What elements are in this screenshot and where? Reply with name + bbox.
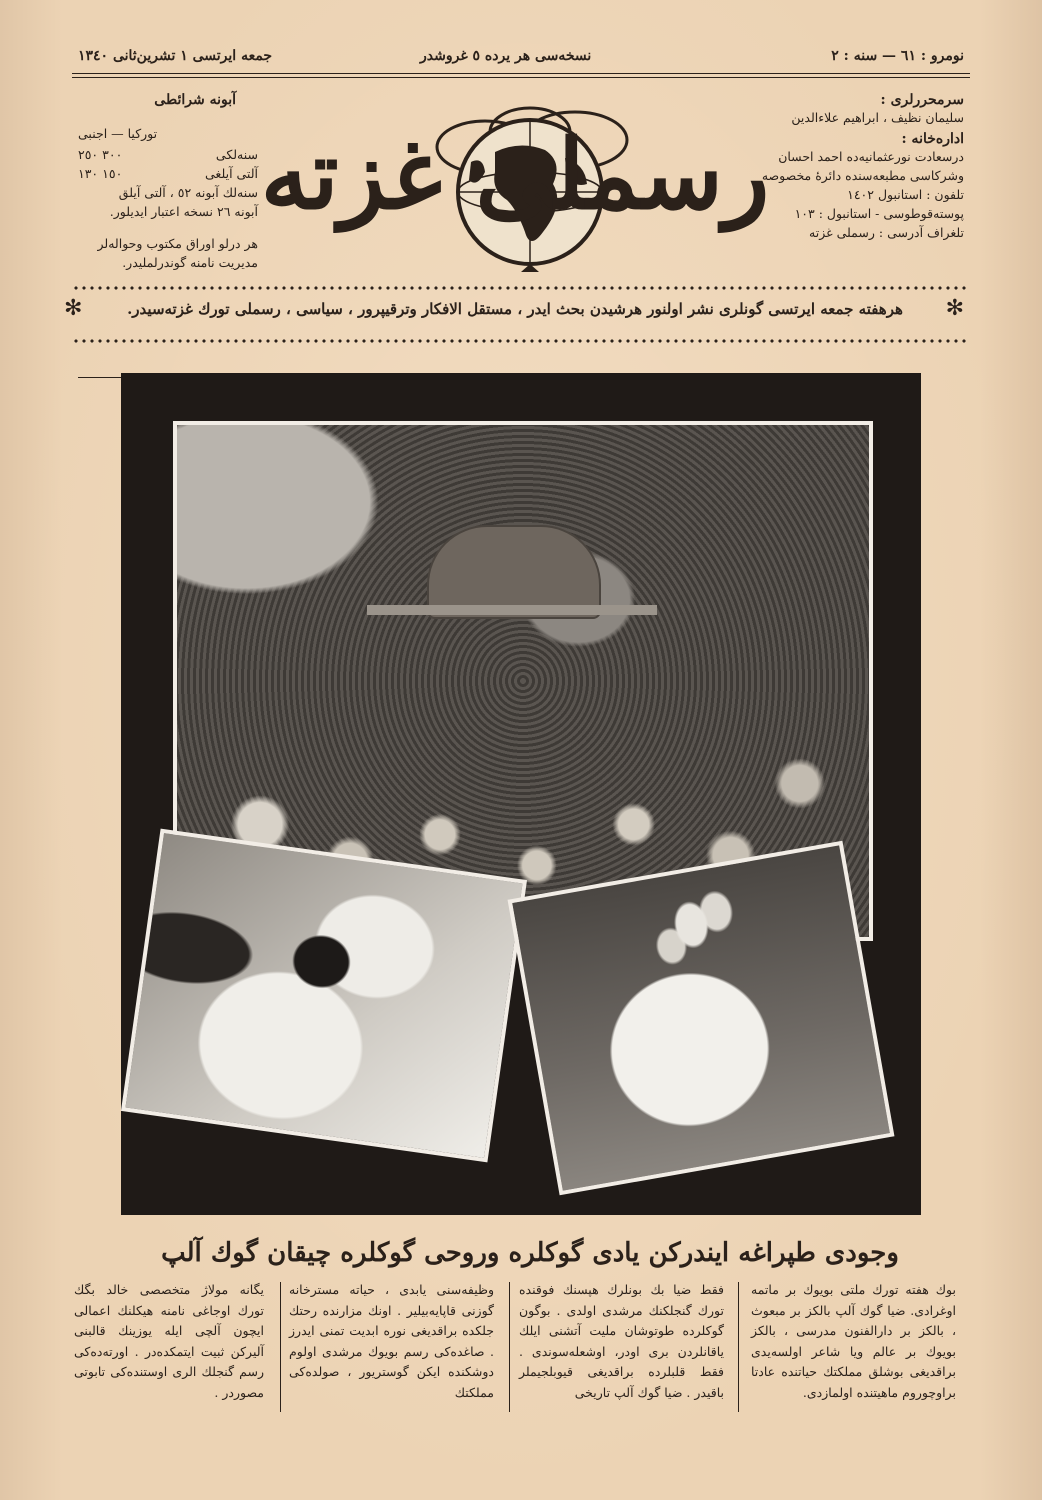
column-divider [509, 1282, 510, 1412]
issue-date: جمعه ايرتسی ١ تشرين‌ثانی ١٣٤٠ [78, 48, 273, 64]
deathbed-photo [508, 841, 895, 1195]
editors-names: سليمان نظيف ، ابراهيم علاءالدين [791, 110, 964, 125]
row2-values: ١٥٠ ١٣٠ [78, 166, 123, 181]
asterisk-icon: ✻ [64, 296, 83, 321]
row1-label: سنه‌لكی [215, 147, 258, 162]
motto-line: هرهفته جمعه ايرتسی گونلری نشر اولنور هرشيدن بحث ايدر ، مستقل الافكار وترقيپرور ، سياسی ، رسملی تورك غزته‌سيدر. [127, 300, 903, 318]
subscription-note-2: آبونه ٢٦ نسخه اعتبار ايديلور. [109, 204, 258, 219]
column-4-text: يگانه مولاژ متخصصی خالد بگك تورك اوجاغی نامنه هيكلنك اعمالی ايچون آلچی ايله يوزينك قالبنی آليركن ثبيت ايتمكده‌در . اورته‌ده‌كی رسم گنجلك الری اوستنده‌كی تابوتی مصوردر . [74, 1282, 264, 1400]
top-rule [72, 73, 970, 74]
subscription-heading: آبونه شرائطی [154, 92, 236, 108]
row1-values: ٣٠٠ ٢٥٠ [78, 147, 123, 162]
article-column-4 [74, 1280, 264, 1403]
telegraph-line: تلغراف آدرسی : رسملی غزته [809, 225, 964, 240]
editors-label: سرمحررلری : [880, 92, 964, 108]
office-line-2: وشركاسی مطبعه‌سنده دائرهٔ مخصوصه [761, 168, 964, 183]
masthead-title: رسملی غزته [260, 118, 770, 231]
subscription-row-2 [78, 164, 258, 183]
office-label: اداره‌خانه : [901, 131, 964, 147]
price-line: نسخه‌سی هر یرده ٥ غروشدر [420, 48, 592, 64]
article-column-1 [751, 1280, 956, 1403]
office-line-1: درسعادت نورعثمانيه‌ده احمد احسان [778, 149, 964, 164]
editorial-box [724, 92, 964, 242]
phone-line: تلفون : استانبول ١٤٠٢ [847, 187, 964, 202]
column-divider [738, 1282, 739, 1412]
subscription-note-4: مديريت نامنه گوندرلمليدر. [122, 255, 258, 270]
column-1-text: بوك هفته تورك ملتی بويوك بر ماتمه اوغرادی. ضيا گوك آلپ بالكز بر مبعوث ، بالكز بر دارالفنون مدرسی ، بالكز بويوك بر عالم ويا شاعر اولسه‌يدی براقديغی بوشلق مملكتك حياتنده عادتا براوچوروم ماهيتنده اولمازدی. [751, 1282, 956, 1400]
death-mask-photo [121, 829, 527, 1163]
photo-montage [121, 373, 921, 1215]
column-3-text: وظيفه‌سنی يابدی ، حياته مسترخانه گوزنی قاپايه‌بيلير . اونك مزارنده رحتك جلكده براقديغی نوره ابديت تمنی ايدرز . صاغده‌كی رسم بويوك مرشدی اولوم دوشكنده ايكن گوستريور ، صولده‌كی مملكتك [289, 1282, 494, 1400]
subscription-box [78, 92, 258, 272]
issue-number: نومرو : ٦١ — سنه : ٢ [831, 48, 964, 64]
column-divider [280, 1282, 281, 1412]
pobox-line: پوسته‌قوطوسی - استانبول : ١٠٣ [794, 206, 964, 221]
top-rule-2 [72, 77, 970, 78]
article-column-3 [289, 1280, 494, 1403]
subscription-columns: توركيا — اجنبی [78, 126, 158, 141]
upper-ornament-rule [72, 285, 970, 291]
coffin-poles [367, 605, 657, 615]
column-2-text: فقط ضيا بك بونلرك هپسنك فوقنده تورك گنجلكنك مرشدی اولدی . بوگون گوكلرده طوتوشان مليت آتشنی ايلك ياقانلردن بری اودر، اوشعله‌سوندی . فقط قلبلرده براقديغی قيوبلجيملر باقيدر . ضيا گوك آلپ تاريخی [519, 1282, 724, 1400]
article-headline: وجودی طپراغه ايندركن يادی گوكلره وروحی گوكلره چيقان گوك آلپ [161, 1238, 899, 1268]
lower-ornament-rule [72, 338, 970, 344]
asterisk-icon: ✻ [945, 296, 964, 321]
subscription-note-1: سنه‌لك آبونه ٥٢ ، آلتی آيلق [118, 185, 258, 200]
subscription-note-3: هر درلو اوراق مكتوب وحواله‌لر [97, 236, 258, 251]
row2-label: آلتی آيلغی [205, 166, 258, 181]
subscription-row-1 [78, 145, 258, 164]
article-column-2 [519, 1280, 724, 1403]
